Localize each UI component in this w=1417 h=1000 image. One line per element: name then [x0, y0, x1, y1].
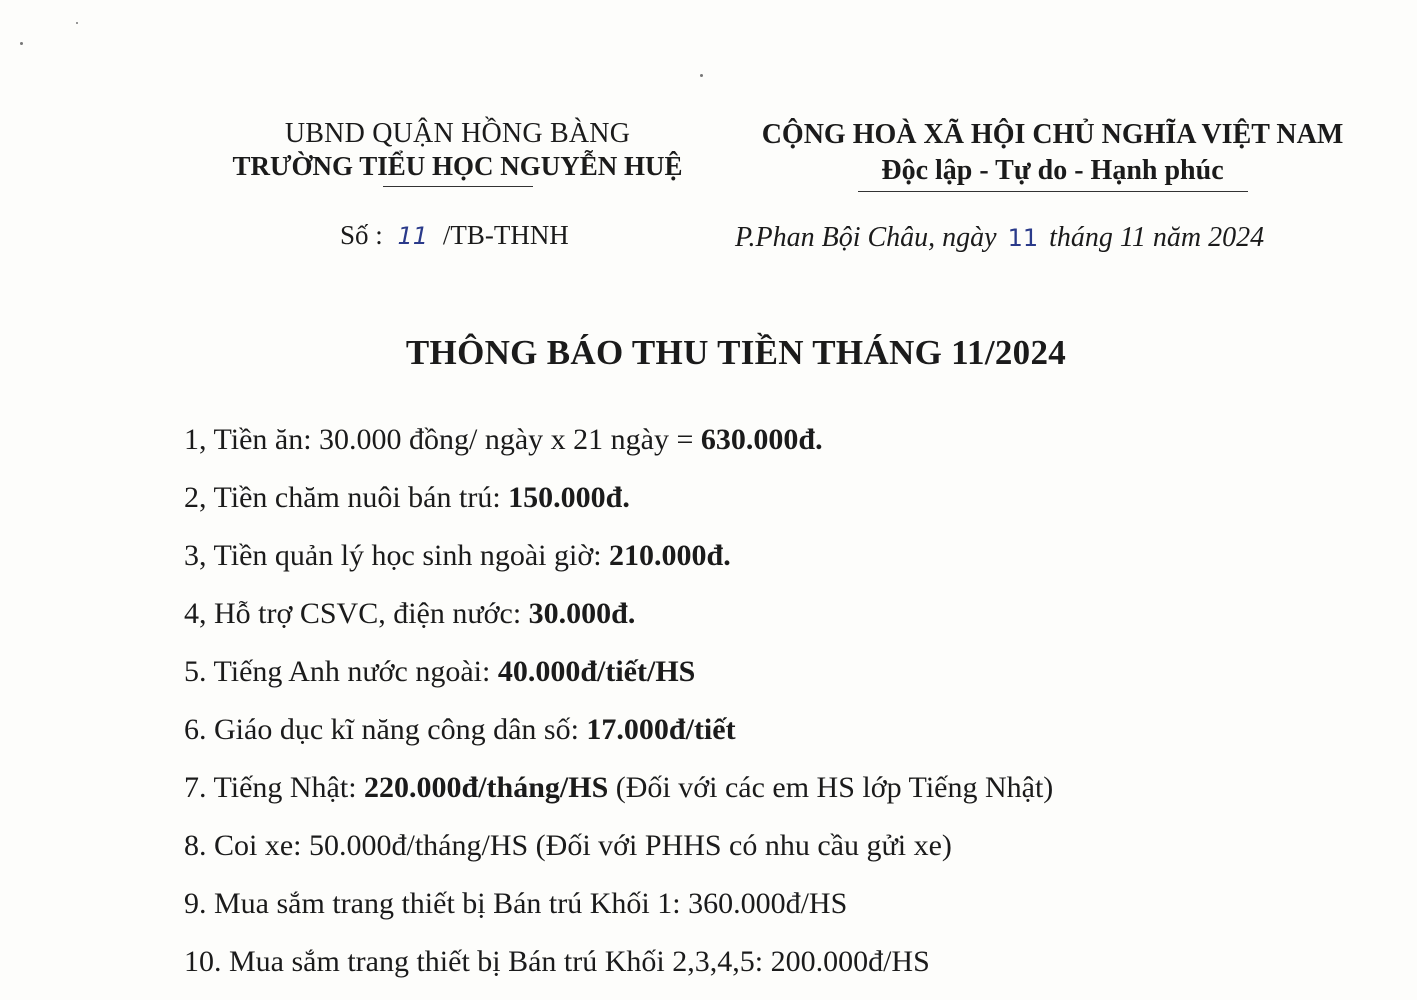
scan-speck — [20, 42, 23, 45]
scan-speck — [76, 22, 78, 24]
fee-item — [184, 534, 1334, 592]
national-motto-block — [740, 117, 1365, 192]
fee-item-text: 2, Tiền chăm nuôi bán trú: — [184, 481, 509, 514]
document-number-suffix: /TB-THNH — [442, 220, 569, 250]
issuing-authority-block — [200, 117, 715, 187]
document-number-prefix: Số : — [340, 220, 383, 250]
fee-item — [184, 592, 1334, 650]
fee-item — [184, 940, 1334, 998]
fee-item-text: 10. Mua sắm trang thiết bị Bán trú Khối 2,3,4,5: 200.000đ/HS — [184, 945, 930, 978]
fee-item-text: 5. Tiếng Anh nước ngoài: — [184, 655, 498, 688]
fee-item-text: 1, Tiền ăn: 30.000 đồng/ ngày x 21 ngày = — [184, 423, 701, 456]
country-name: CỘNG HOÀ XÃ HỘI CHỦ NGHĨA VIỆT NAM — [761, 119, 1344, 150]
document-title: THÔNG BÁO THU TIỀN THÁNG 11/2024 — [405, 333, 1067, 372]
fee-item-text: 4, Hỗ trợ CSVC, điện nước: — [184, 597, 529, 630]
national-motto: Độc lập - Tự do - Hạnh phúc — [881, 155, 1224, 186]
fee-item — [184, 882, 1334, 940]
fee-item — [184, 824, 1334, 882]
school-name: TRƯỜNG TIỂU HỌC NGUYỄN HUỆ — [232, 151, 683, 181]
document-number — [340, 220, 569, 251]
fee-item-amount: 210.000đ. — [609, 539, 731, 572]
fee-item-text: 8. Coi xe: 50.000đ/tháng/HS (Đối với PHHS có nhu cầu gửi xe) — [184, 829, 952, 862]
fee-item — [184, 708, 1334, 766]
fee-item-text: 7. Tiếng Nhật: — [184, 771, 365, 804]
fee-item-amount: 150.000đ. — [508, 481, 630, 514]
fee-item-text: 3, Tiền quản lý học sinh ngoài giờ: — [184, 539, 610, 572]
date-suffix: tháng 11 năm 2024 — [1049, 222, 1265, 253]
handwritten-number: 11 — [397, 222, 429, 250]
fee-item — [184, 650, 1334, 708]
header-right-underline — [858, 191, 1248, 192]
fee-item-text: 6. Giáo dục kĩ năng công dân số: — [184, 713, 587, 746]
date-prefix: P.Phan Bội Châu, ngày — [735, 222, 997, 253]
fee-item — [184, 476, 1334, 534]
fee-item-amount: 220.000đ/tháng/HS — [364, 771, 609, 804]
fee-list — [184, 418, 1334, 998]
fee-item-text: 9. Mua sắm trang thiết bị Bán trú Khối 1: 360.000đ/HS — [184, 887, 848, 920]
issuing-authority: UBND QUẬN HỒNG BÀNG — [284, 118, 631, 149]
fee-item-amount: 40.000đ/tiết/HS — [497, 655, 696, 688]
handwritten-day: 11 — [1007, 224, 1039, 252]
fee-item-amount: 30.000đ. — [528, 597, 636, 630]
fee-item-note: (Đối với các em HS lớp Tiếng Nhật) — [608, 771, 1054, 804]
fee-item — [184, 418, 1334, 476]
fee-item — [184, 766, 1334, 824]
date-line — [735, 222, 1264, 254]
scan-speck — [700, 74, 703, 77]
fee-item-amount: 17.000đ/tiết — [586, 713, 736, 746]
header-left-underline — [383, 186, 533, 187]
fee-item-amount: 630.000đ. — [700, 423, 823, 456]
